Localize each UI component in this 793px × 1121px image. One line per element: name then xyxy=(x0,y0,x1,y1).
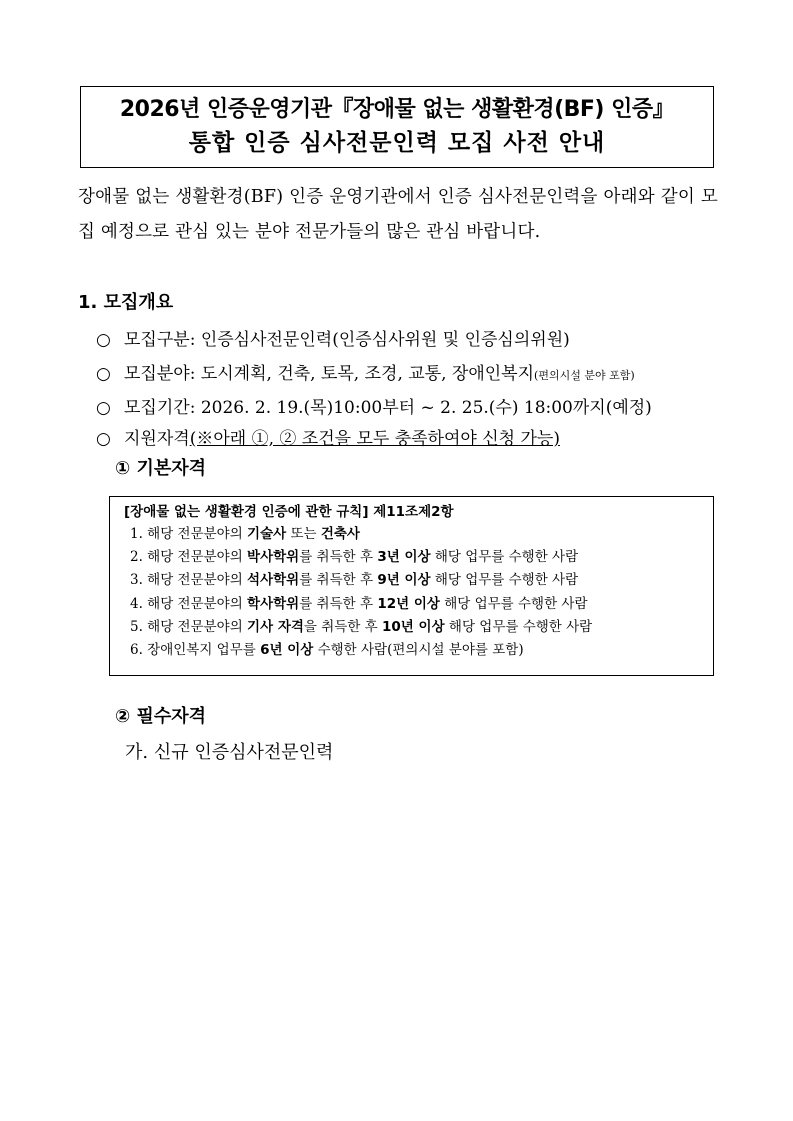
circle-bullet-icon: ○ xyxy=(96,429,111,449)
title-line-1: 2026년 인증운영기관『장애물 없는 생활환경(BF) 인증』 xyxy=(119,97,675,122)
bullet-underlined-condition: (※아래 ①, ② 조건을 모두 충족하여야 신청 가능) xyxy=(189,429,560,449)
rule-box xyxy=(109,496,714,676)
bullet-recruit-period xyxy=(96,393,652,423)
bullet-recruit-category xyxy=(96,325,570,355)
intro-paragraph: 장애물 없는 생활환경(BF) 인증 운영기관에서 인증 심사전문인력을 아래와 같이 모집 예정으로 관심 있는 분야 전문가들의 많은 관심 바랍니다. xyxy=(78,187,718,242)
bullet-text: 모집분야: 도시계획, 건축, 토목, 조경, 교통, 장애인복지 xyxy=(124,364,535,384)
required-item-new-examiner: 가. 신규 인증심사전문인력 xyxy=(125,742,334,763)
basic-qualification-heading: ① 기본자격 xyxy=(115,458,207,479)
circle-bullet-icon: ○ xyxy=(96,330,111,350)
title-line-2: 통합 인증 심사전문인력 모집 사전 안내 xyxy=(188,130,606,156)
bullet-text: 지원자격 xyxy=(124,429,190,449)
rule-item: 3. 해당 전문분야의 석사학위를 취득한 후 9년 이상 해당 업무를 수행한 사람 xyxy=(130,572,579,589)
rule-item: 4. 해당 전문분야의 학사학위를 취득한 후 12년 이상 해당 업무를 수행한 사람 xyxy=(130,595,588,612)
bullet-eligibility xyxy=(96,424,560,454)
bullet-note: (편의시설 분야 포함) xyxy=(534,369,635,382)
required-qualification-heading: ② 필수자격 xyxy=(115,706,207,727)
rule-item: 6. 장애인복지 업무를 6년 이상 수행한 사람(편의시설 분야를 포함) xyxy=(130,642,524,659)
bullet-text: 모집기간: 2026. 2. 19.(목)10:00부터 ~ 2. 25.(수) 18:00까지(예정) xyxy=(124,398,652,418)
circle-bullet-icon: ○ xyxy=(96,398,111,418)
bullet-text: 모집구분: 인증심사전문인력(인증심사위원 및 인증심의위원) xyxy=(124,330,570,350)
rule-box-title: [장애물 없는 생활환경 인증에 관한 규칙] 제11조제2항 xyxy=(124,504,454,520)
rule-item: 1. 해당 전문분야의 기술사 또는 건축사 xyxy=(130,526,360,542)
bullet-recruit-field xyxy=(96,359,635,391)
section-heading-overview: 1. 모집개요 xyxy=(78,292,174,313)
title-box xyxy=(80,86,714,168)
circle-bullet-icon: ○ xyxy=(96,364,111,384)
rule-item: 5. 해당 전문분야의 기사 자격을 취득한 후 10년 이상 해당 업무를 수행한 사람 xyxy=(130,618,593,635)
rule-item: 2. 해당 전문분야의 박사학위를 취득한 후 3년 이상 해당 업무를 수행한 사람 xyxy=(130,549,579,566)
